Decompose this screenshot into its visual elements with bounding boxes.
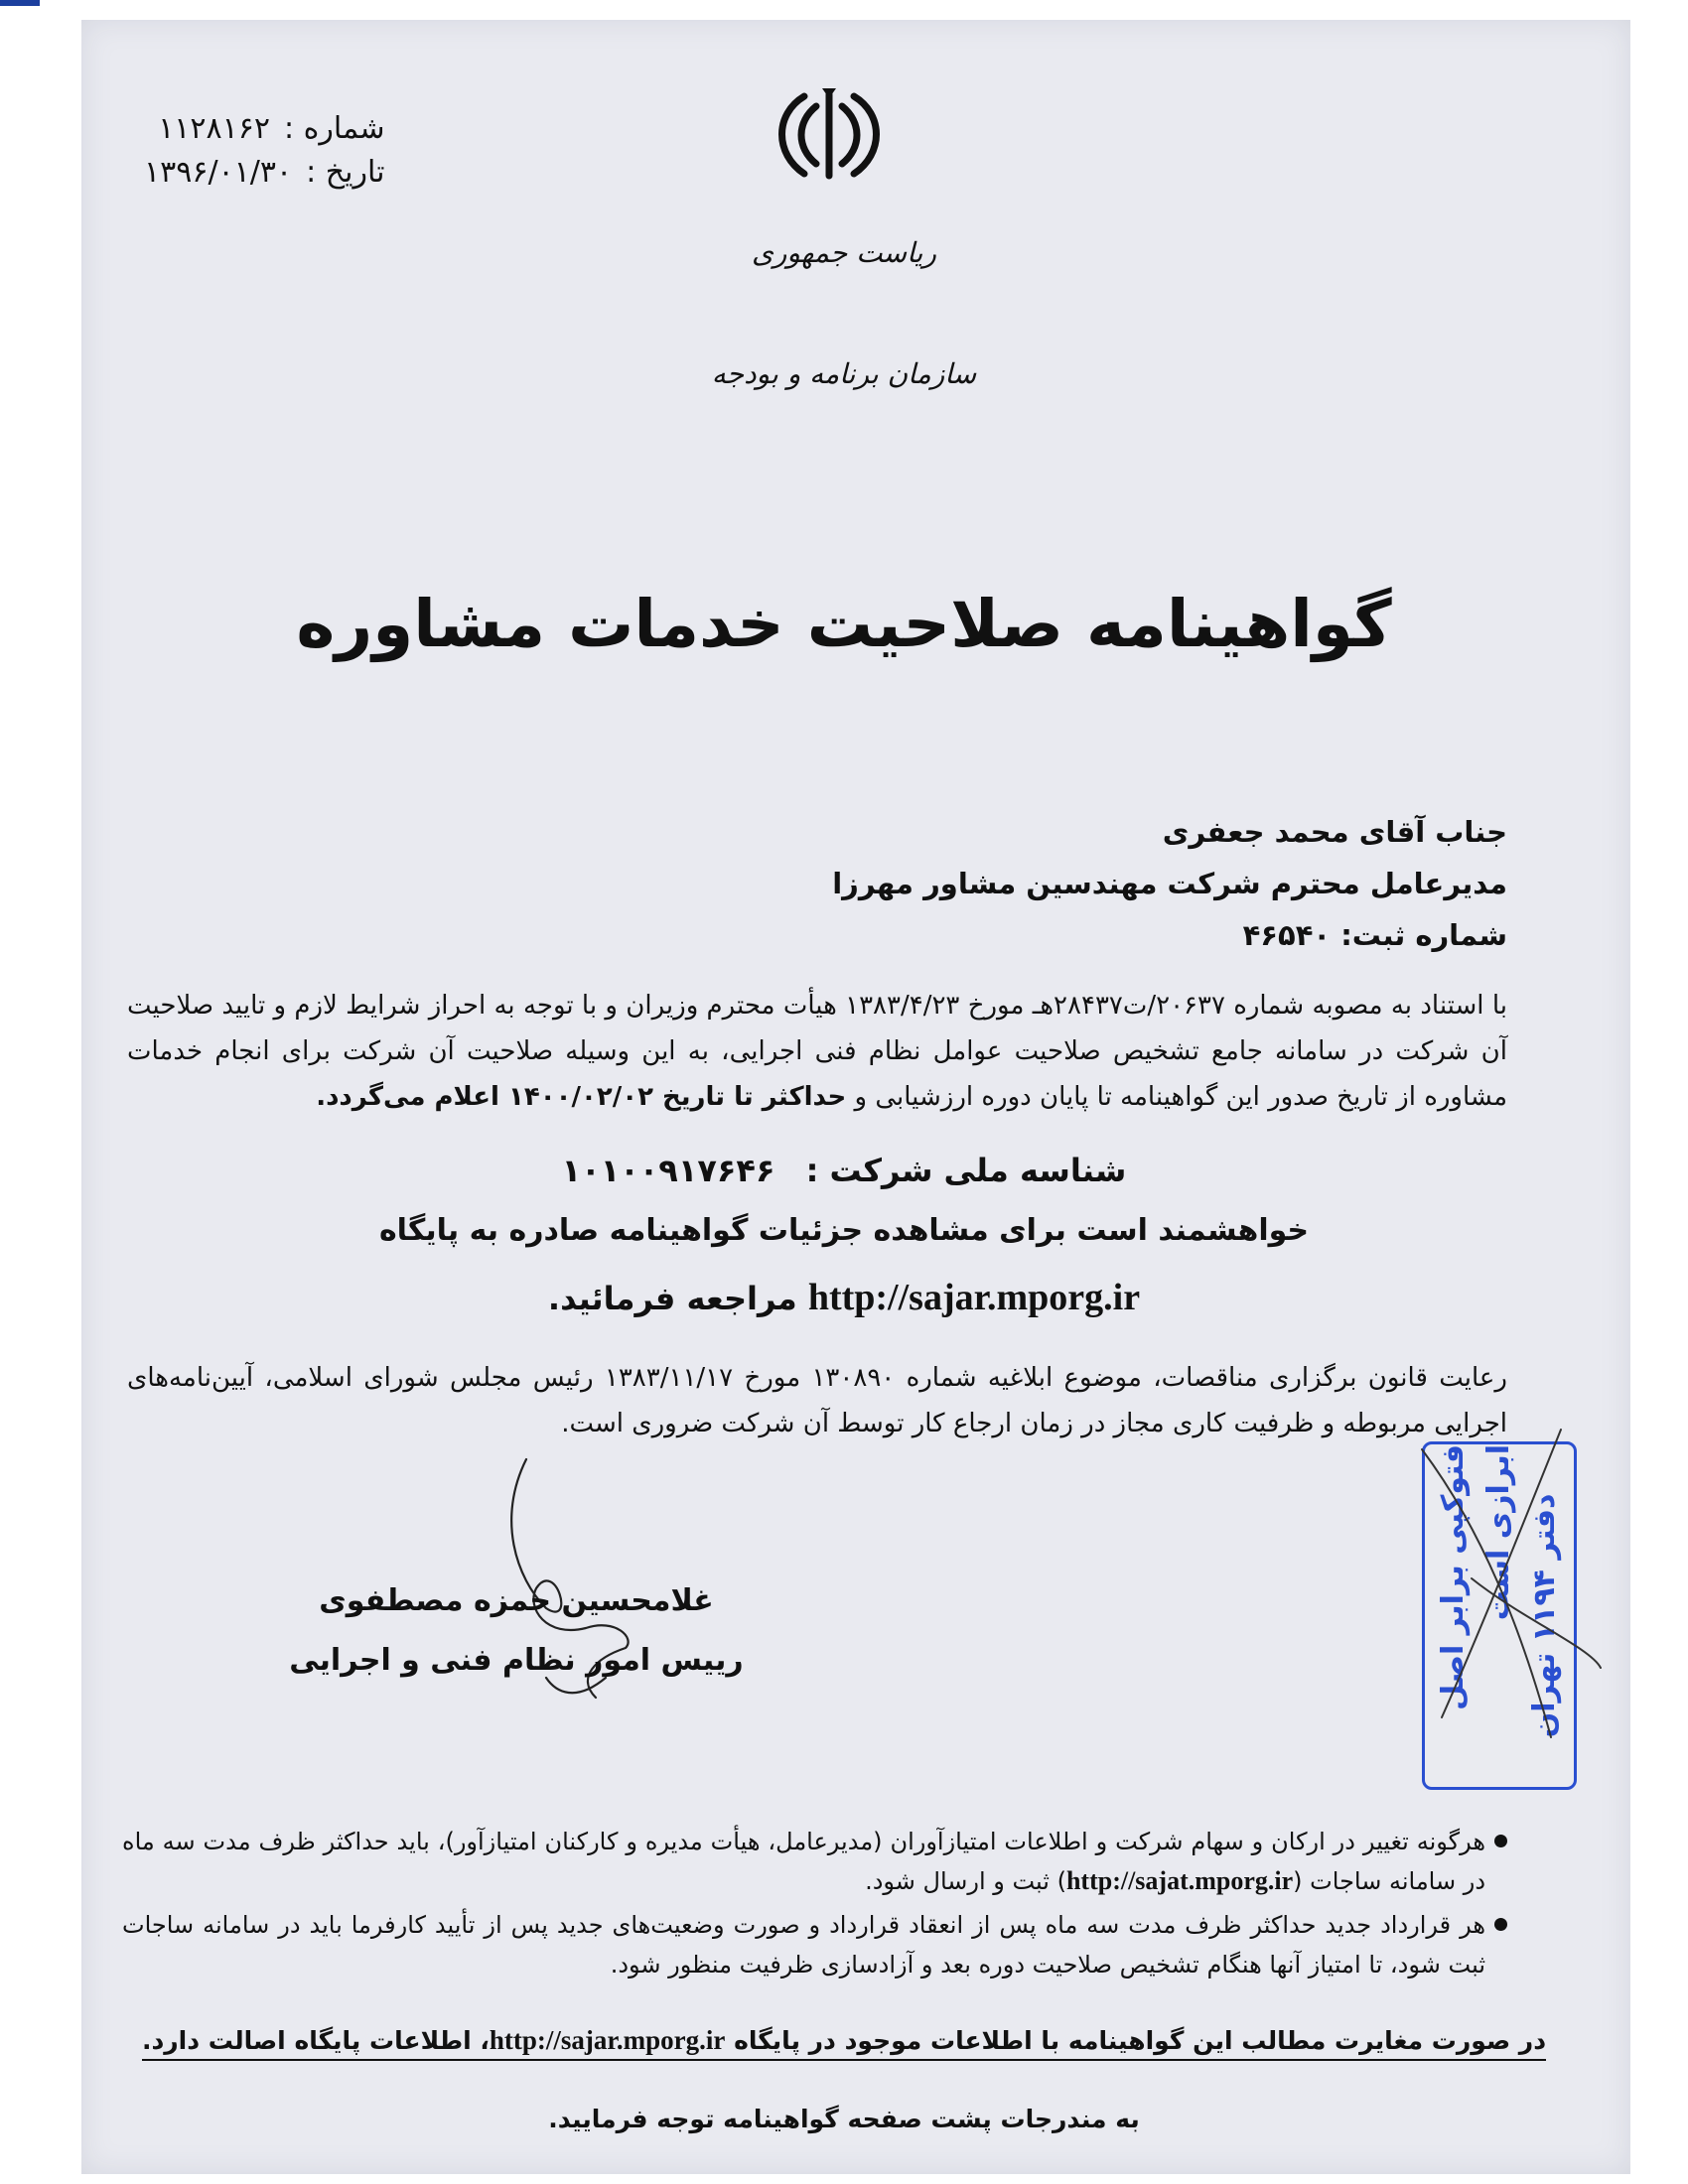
date-row (144, 151, 384, 195)
national-id-label: شناسه ملی شرکت : (805, 1152, 1127, 1189)
warning-underlined (142, 2026, 1546, 2061)
stamp-line-1: فتوکپی برابر اصل ابرازی است (1436, 1444, 1516, 1710)
note-1-text-b: ) ثبت و ارسال شود. (865, 1867, 1066, 1895)
national-id-value: ۱۰۱۰۰۹۱۷۶۴۶ (561, 1152, 775, 1189)
note-item (122, 1905, 1507, 1984)
portal-url-line (0, 1276, 1688, 1319)
warning-text-b: ، اطلاعات پایگاه اصالت دارد. (141, 2026, 490, 2055)
notes-list (122, 1822, 1507, 1988)
date-label: تاریخ : (306, 155, 385, 190)
signatory-name: غلامحسین حمزه مصطفوی (319, 1583, 714, 1618)
note-1-url: http://sajat.mporg.ir (1065, 1866, 1294, 1895)
registration-number: شماره ثبت: ۴۶۵۴۰ (1242, 918, 1507, 952)
portal-url: http://sajar.mporg.ir (807, 1277, 1141, 1318)
body-paragraph-2: رعایت قانون برگزاری مناقصات، موضوع ابلاغیه شماره ۱۳۰۸۹۰ مورخ ۱۳۸۳/۱۱/۱۷ رئیس مجلس شورای اسلامی، آیین‌نامه‌های اجرایی مربوطه و ظرفیت کاری مجاز در زمان ارجاع کار توسط آن شرکت ضروری است. (127, 1363, 1507, 1438)
note-item (122, 1822, 1507, 1901)
recipient-name: جناب آقای محمد جعفری (1162, 815, 1507, 849)
portal-line: خواهشمند است برای مشاهده جزئیات گواهینامه صادره به پایگاه (378, 1213, 1310, 1248)
signatory-title: رییس امور نظام فنی و اجرایی (289, 1643, 744, 1678)
org-line-presidency: ریاست جمهوری (751, 236, 936, 269)
number-row (144, 107, 384, 151)
note-1-text-a: هرگونه تغییر در ارکان و سهام شرکت و اطلاعات امتیازآوران (مدیرعامل، هیأت مدیره و کارکنان امتیازآور)، باید حداکثر ظرف مدت سه ماه در سامانه ساجات ( (122, 1828, 1485, 1895)
org-line-budget: سازمان برنامه و بودجه (711, 357, 977, 390)
national-id-line (0, 1152, 1688, 1189)
header-meta (144, 107, 384, 195)
date-value: ۱۳۹۶/۰۱/۳۰ (144, 155, 293, 190)
portal-suffix: مراجعه فرمائید. (547, 1280, 797, 1317)
bullet-icon (1494, 1918, 1507, 1931)
warning-url: http://sajar.mporg.ir (489, 2025, 726, 2055)
note-2-text: هر قرارداد جدید حداکثر ظرف مدت سه ماه پس از انعقاد قرارداد و صورت وضعیت‌های جدید پس از تأیید کارفرما باید در سامانه ساجات ثبت شود، تا امتیاز آنها هنگام تشخیص صلاحیت دوره بعد و آزادسازی ظرفیت منظور شود. (122, 1911, 1485, 1979)
blue-corner-mark (0, 0, 40, 6)
recipient-role: مدیرعامل محترم شرکت مهندسین مشاور مهرزا (832, 867, 1507, 900)
certificate-title: گواهینامه صلاحیت خدمات مشاوره (296, 586, 1392, 662)
body-paragraph-1 (127, 983, 1507, 1120)
authenticity-warning (0, 2025, 1688, 2056)
recipient-block (415, 806, 1507, 961)
validity-deadline: حداکثر تا تاریخ ۱۴۰۰/۰۲/۰۲ اعلام می‌گردد. (316, 1082, 847, 1112)
body-paragraph-1-main: با استناد به مصوبه شماره ۲۰۶۳۷/ت۲۸۴۳۷هـ مورخ ۱۳۸۳/۴/۲۳ هیأت محترم وزیران و با توجه به احراز شرایط لازم و تایید صلاحیت آن شرکت در سامانه جامع تشخیص صلاحیت عوامل نظام فنی اجرایی، به این وسیله صلاحیت آن شرکت برای انجام خدمات مشاوره از تاریخ صدور این گواهینامه تا پایان دوره ارزشیابی و (127, 991, 1507, 1112)
stamp-line-2: دفتر ۱۱۹۴ تهران (1527, 1493, 1562, 1738)
number-label: شماره : (283, 111, 385, 146)
back-page-footnote: به مندرجات پشت صفحه گواهینامه توجه فرمایید. (548, 2105, 1140, 2133)
warning-text-a: در صورت مغایرت مطالب این گواهینامه با اطلاعات موجود در پایگاه (734, 2026, 1547, 2055)
iran-emblem-icon (765, 84, 894, 184)
stamp-initial-mark (1402, 1410, 1611, 1747)
number-value: ۱۱۲۸۱۶۲ (158, 111, 270, 146)
bullet-icon (1494, 1835, 1507, 1847)
